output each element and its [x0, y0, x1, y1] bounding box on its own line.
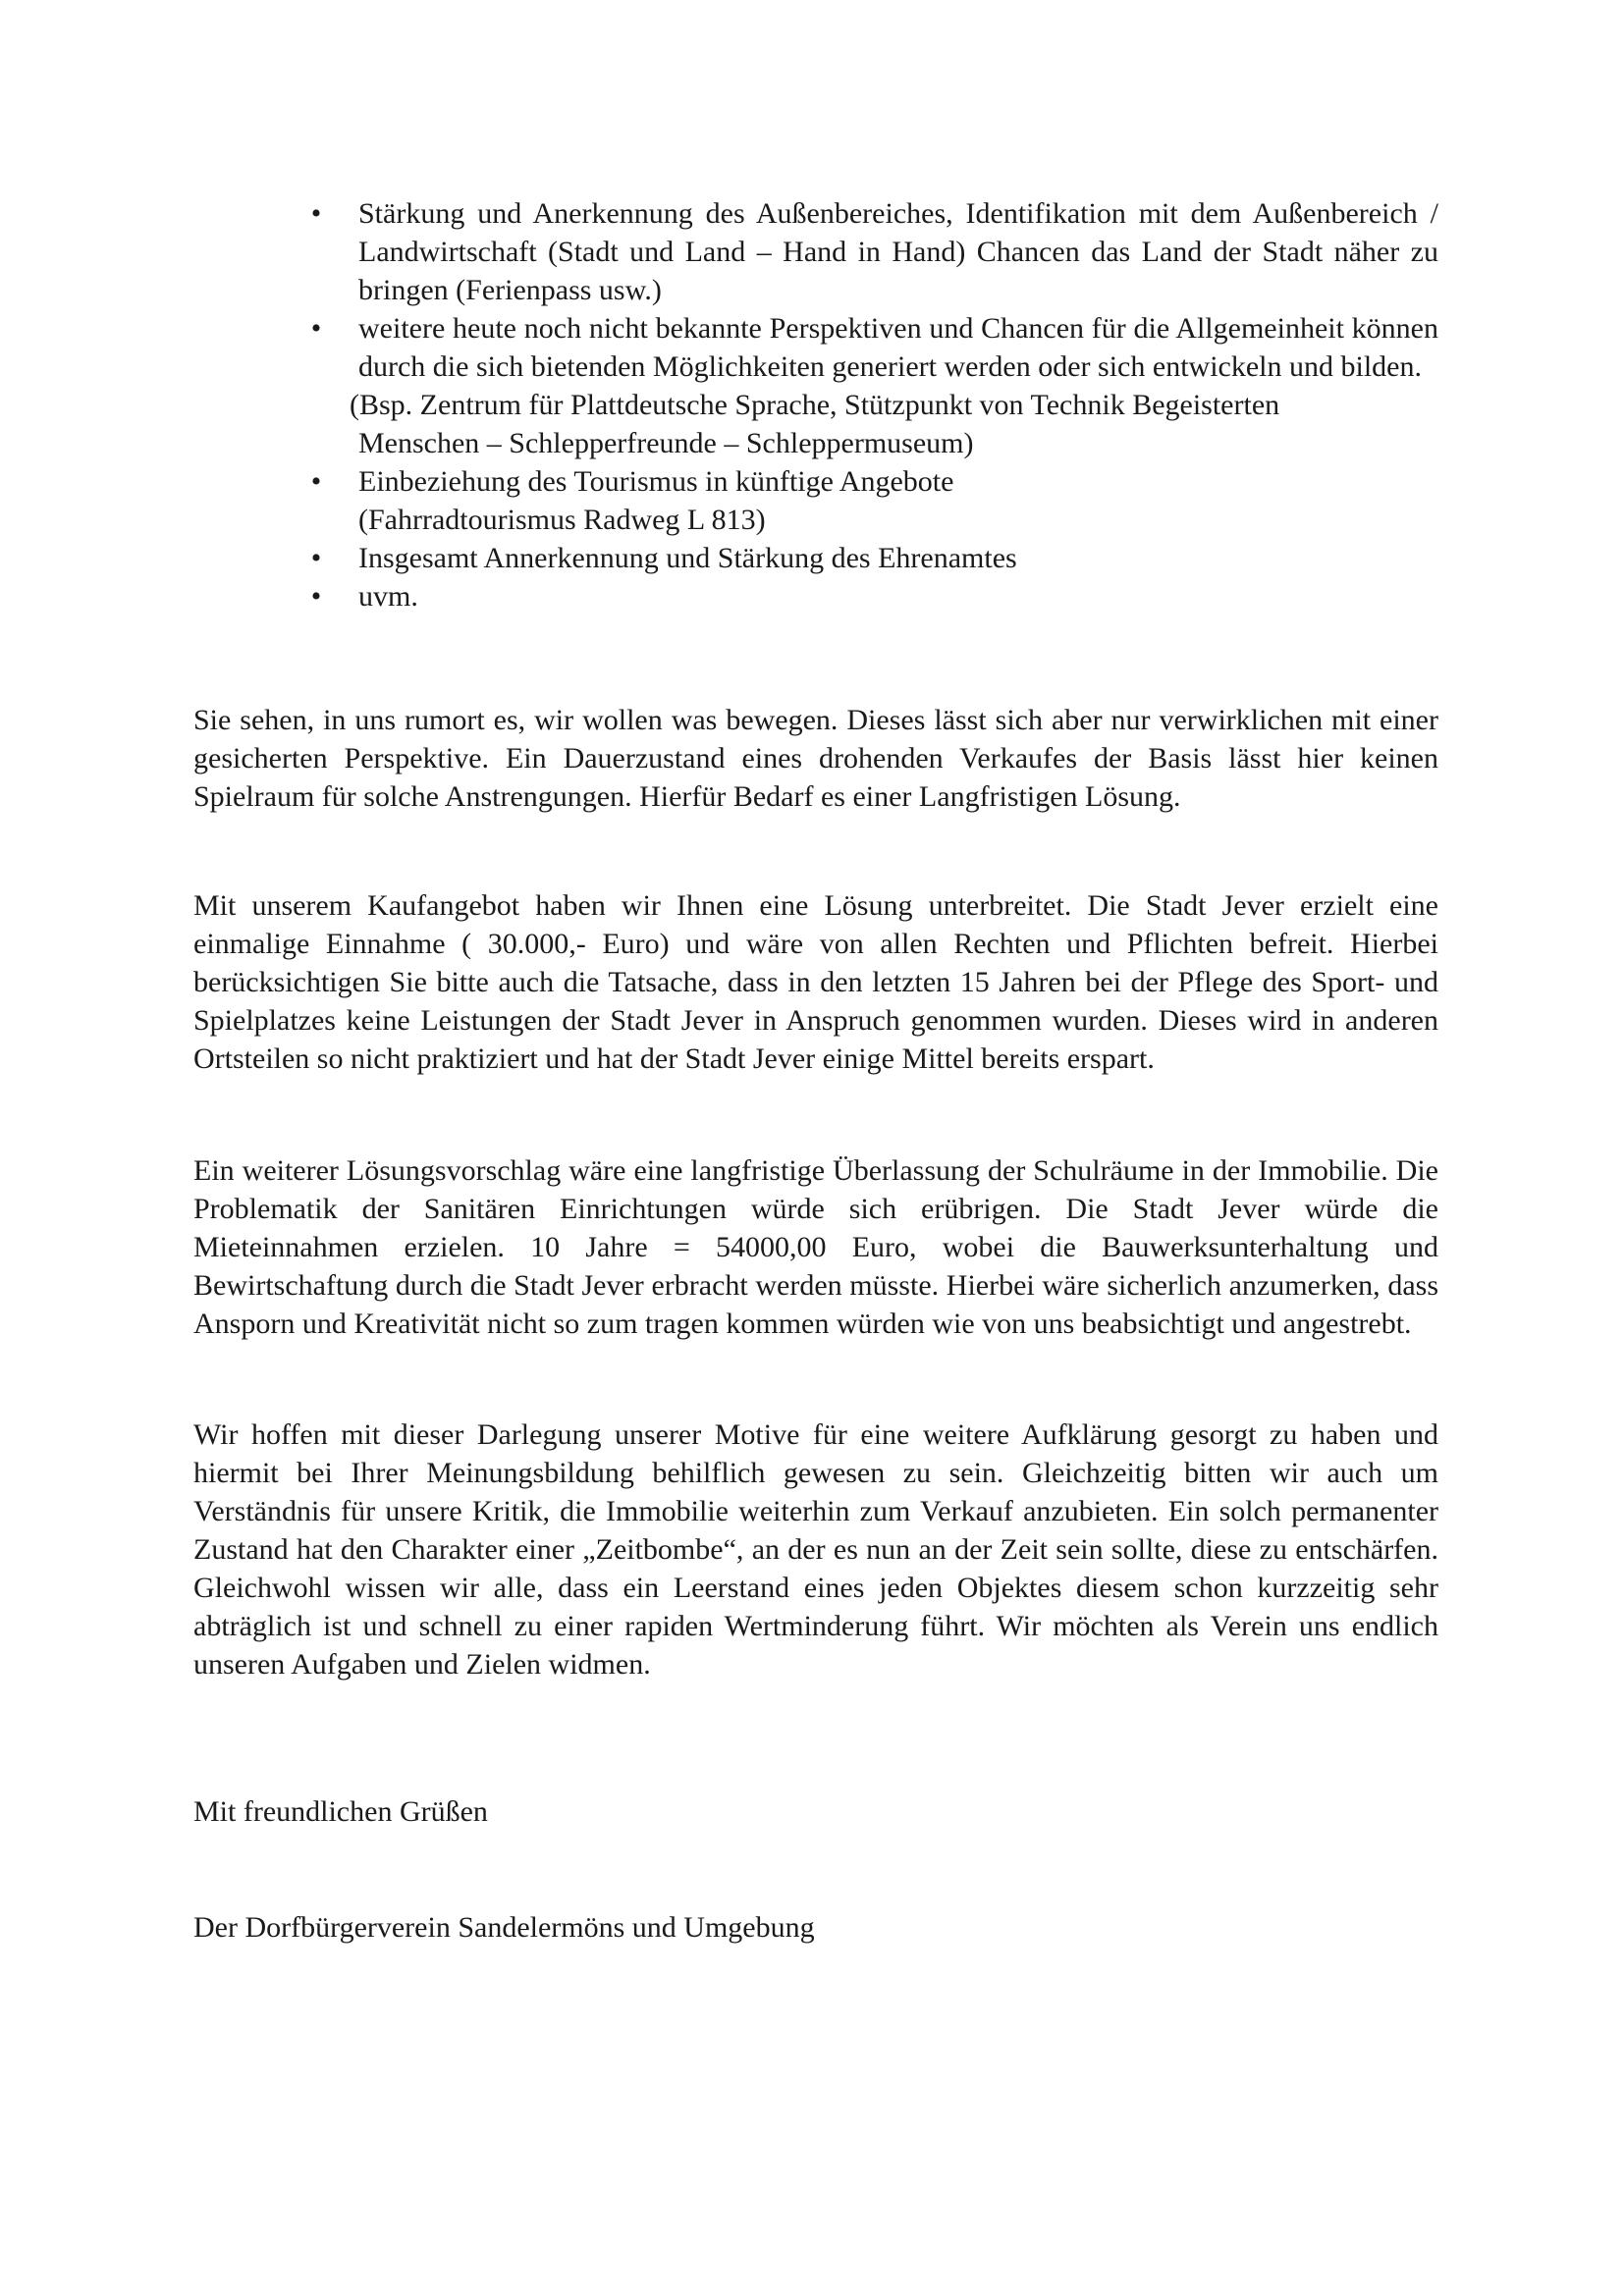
bullet-list: [193, 194, 1438, 615]
bullet-icon: •: [310, 312, 322, 345]
bullet-text: weitere heute noch nicht bekannte Perspektiven und Chancen für die Allgemeinheit können durch die sich bietenden Möglichkeiten generiert werden oder sich entwickeln und bilden.: [358, 312, 1438, 383]
bullet-text: Stärkung und Anerkennung des Außenbereiches, Identifikation mit dem Außenbereich / Landwirtschaft (Stadt und Land – Hand in Hand) Chancen das Land der Stadt näher zu bringen (Ferienpass usw.): [358, 197, 1438, 306]
bullet-text: Insgesamt Annerkennung und Stärkung des Ehrenamtes: [358, 542, 1017, 574]
list-item: [193, 309, 1438, 462]
bullet-example-line: (Fahrradtourismus Radweg L 813): [358, 504, 766, 536]
bullet-icon: •: [310, 197, 322, 230]
bullet-example-line: Menschen – Schlepperfreunde – Schleppermuseum): [358, 427, 974, 459]
bullet-text: Einbeziehung des Tourismus in künftige Angebote: [358, 465, 954, 498]
bullet-icon: •: [310, 542, 322, 574]
bullet-example-line: (Bsp. Zentrum für Plattdeutsche Sprache, Stützpunkt von Technik Begeisterten: [350, 389, 1280, 421]
body-paragraph: Ein weiterer Lösungsvorschlag wäre eine langfristige Überlassung der Schulräume in der Immobilie. Die Problematik der Sanitären Einrichtungen würde sich erübrigen. Die Stadt Jever würde die Mieteinnahmen erzielen. 10 Jahre = 54000,00 Euro, wobei die Bauwerksunterhaltung und Bewirtschaftung durch die Stadt Jever erbracht werden müsste. Hierbei wäre sicherlich anzumerken, dass Ansporn und Kreativität nicht so zum tragen kommen würden wie von uns beabsichtigt und angestrebt.: [193, 1154, 1438, 1340]
list-item: [193, 194, 1438, 309]
list-item: [193, 462, 1438, 539]
list-item: [193, 539, 1438, 577]
body-paragraph: Mit unserem Kaufangebot haben wir Ihnen eine Lösung unterbreitet. Die Stadt Jever erzielt eine einmalige Einnahme ( 30.000,- Euro) und wäre von allen Rechten und Pflichten befreit. Hierbei berücksichtigen Sie bitte auch die Tatsache, dass in den letzten 15 Jahren bei der Pflege des Sport- und Spielplatzes keine Leistungen der Stadt Jever in Anspruch genommen wurden. Dieses wird in anderen Ortsteilen so nicht praktiziert und hat der Stadt Jever einige Mittel bereits erspart.: [193, 889, 1438, 1075]
bullet-text: uvm.: [358, 580, 418, 613]
list-item: [193, 577, 1438, 615]
bullet-icon: •: [310, 465, 322, 498]
signature: Der Dorfbürgerverein Sandelermöns und Umgebung: [193, 1911, 815, 1944]
body-paragraph: Sie sehen, in uns rumort es, wir wollen was bewegen. Dieses lässt sich aber nur verwirklichen mit einer gesicherten Perspektive. Ein Dauerzustand eines drohenden Verkaufes der Basis lässt hier keinen Spielraum für solche Anstrengungen. Hierfür Bedarf es einer Langfristigen Lösung.: [193, 704, 1438, 813]
bullet-icon: •: [310, 580, 322, 613]
body-paragraph: Wir hoffen mit dieser Darlegung unserer Motive für eine weitere Aufklärung gesorgt zu haben und hiermit bei Ihrer Meinungsbildung behilflich gewesen zu sein. Gleichzeitig bitten wir auch um Verständnis für unsere Kritik, die Immobilie weiterhin zum Verkauf anzubieten. Ein solch permanenter Zustand hat den Charakter einer „Zeitbombe“, an der es nun an der Zeit sein sollte, diese zu entschärfen. Gleichwohl wissen wir alle, dass ein Leerstand eines jeden Objektes diesem schon kurzzeitig sehr abträglich ist und schnell zu einer rapiden Wertminderung führt. Wir möchten als Verein uns endlich unseren Aufgaben und Zielen widmen.: [193, 1418, 1438, 1681]
closing-salutation: Mit freundlichen Grüßen: [193, 1795, 488, 1828]
